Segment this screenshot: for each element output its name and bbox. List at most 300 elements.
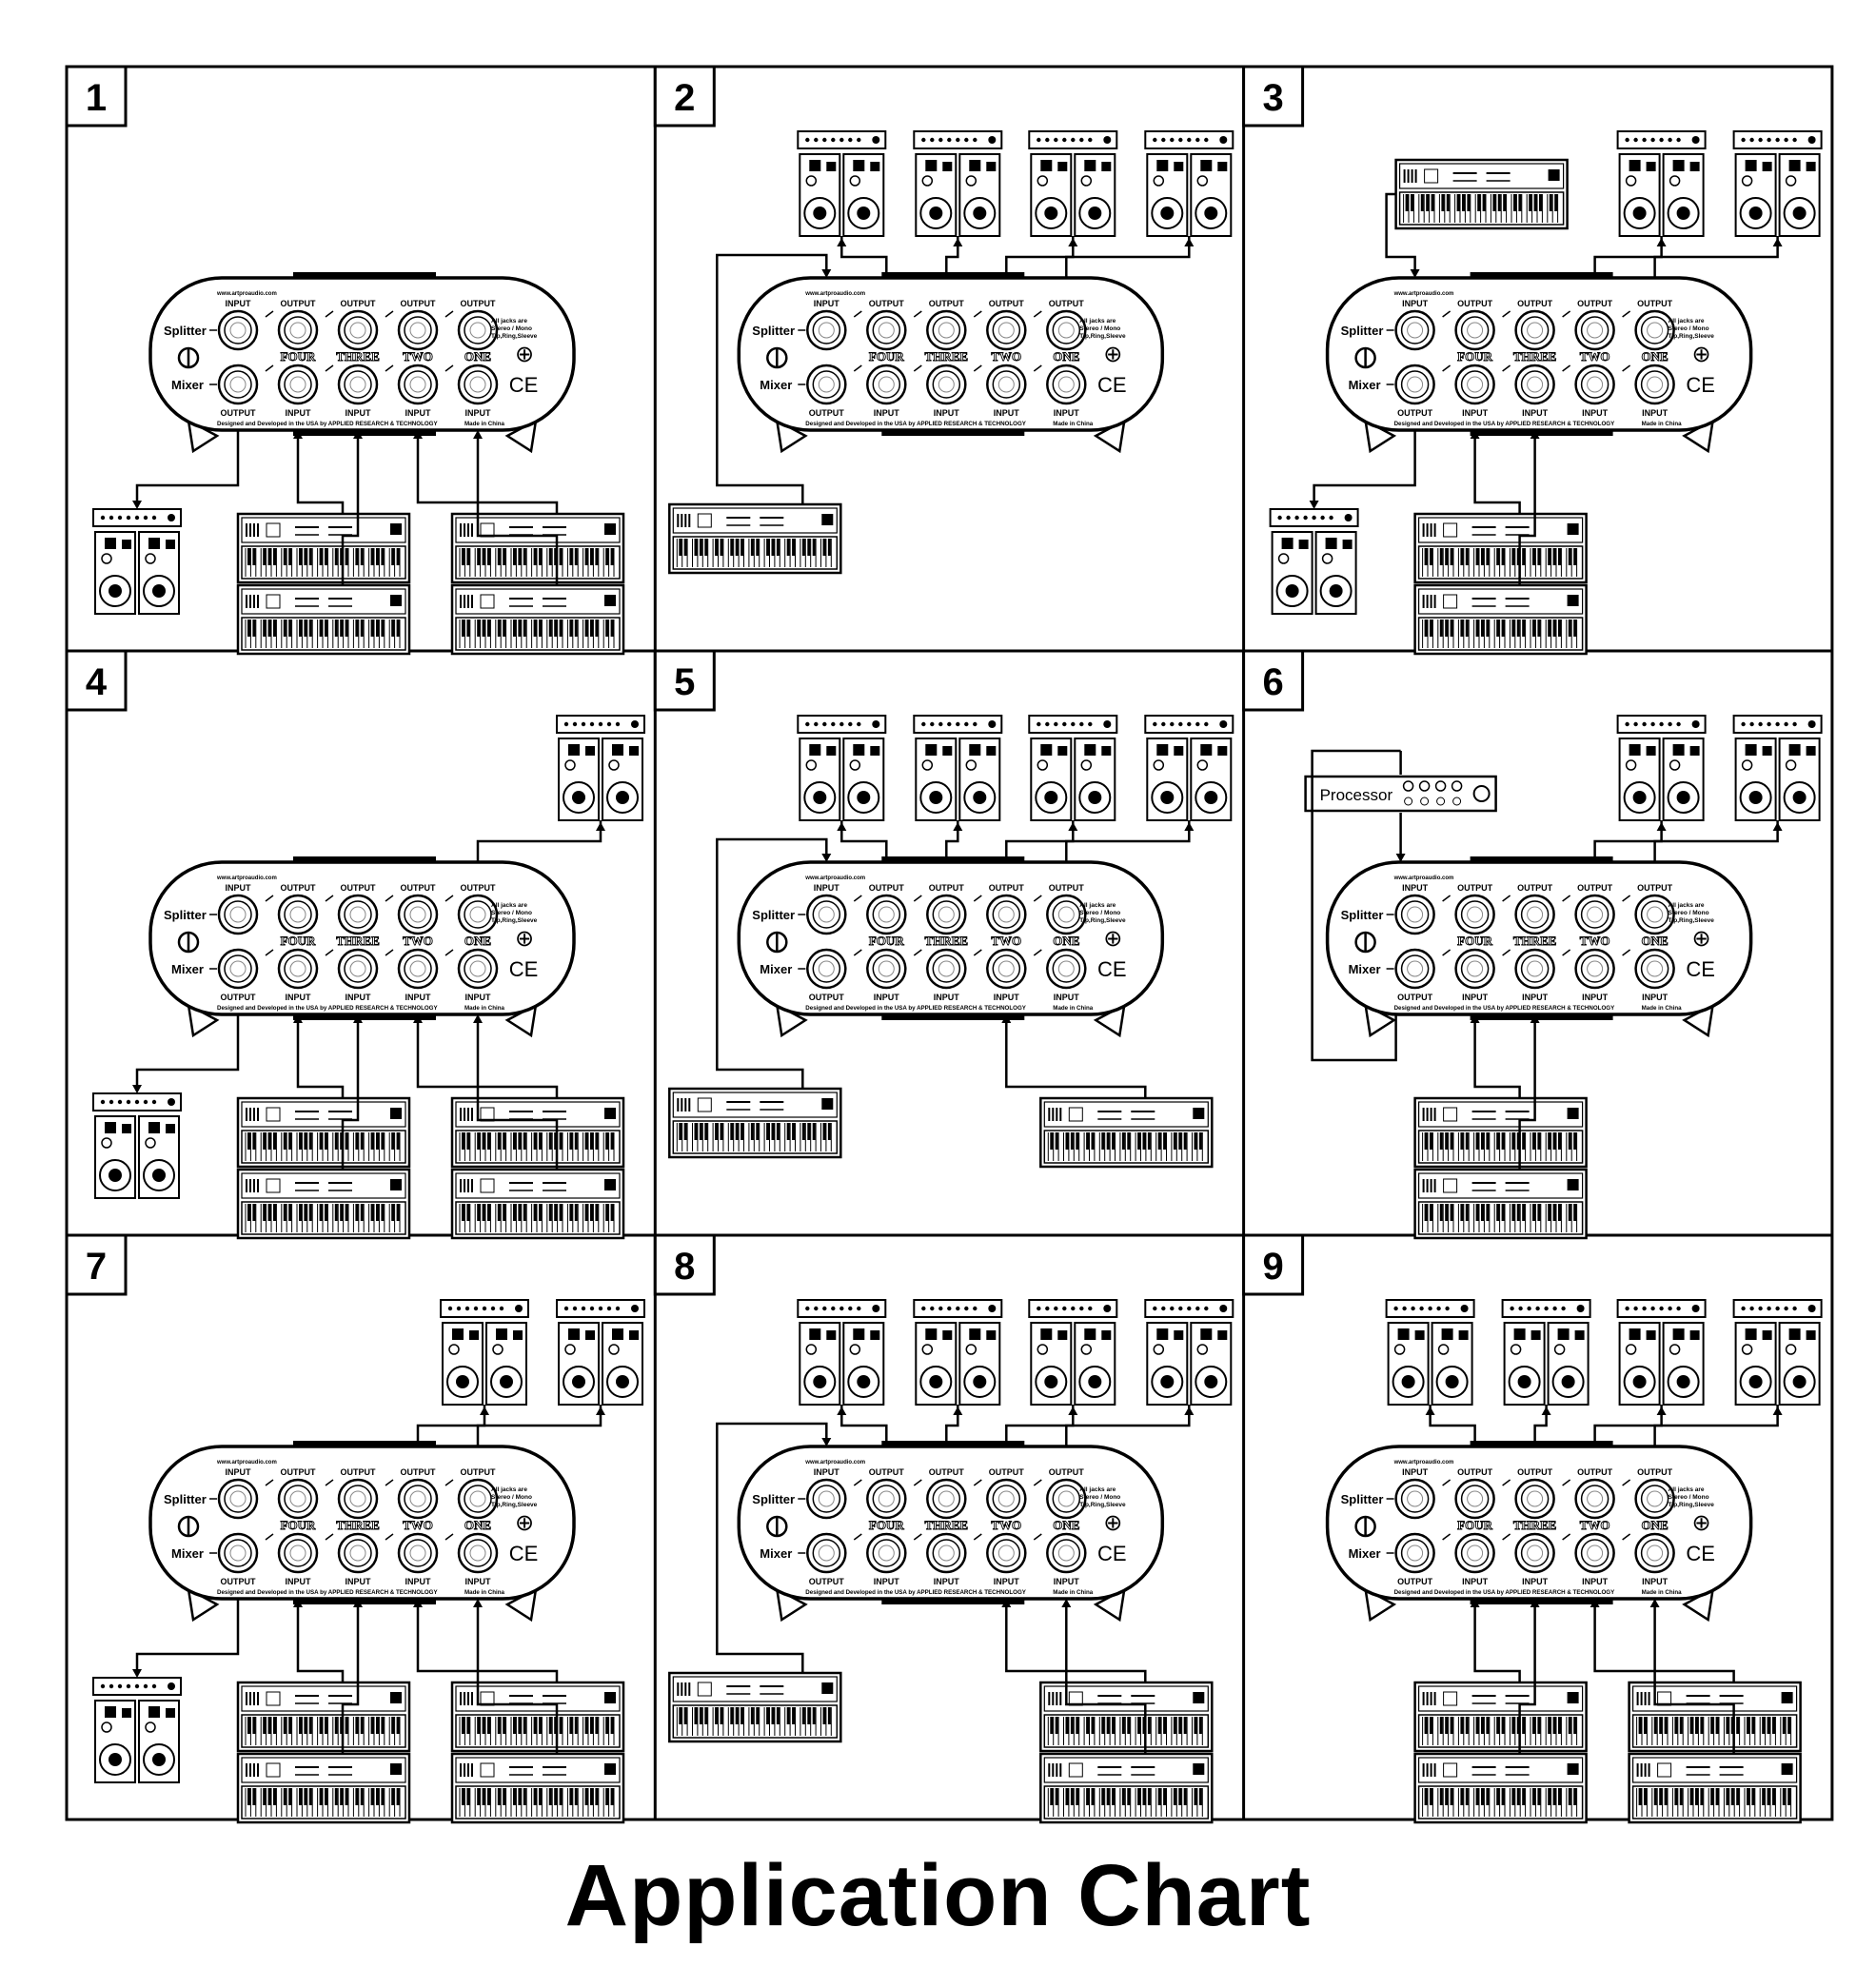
amp-led xyxy=(1161,138,1165,142)
speaker-badge xyxy=(166,1708,175,1718)
keyboard-slider xyxy=(1431,595,1432,608)
woofer-cone xyxy=(1088,1375,1101,1388)
speaker-badge xyxy=(1174,746,1183,756)
black-key xyxy=(560,1788,563,1805)
tweeter-grid xyxy=(1200,160,1212,171)
processor-knob xyxy=(1405,797,1412,805)
black-key xyxy=(304,620,306,637)
woofer-cone xyxy=(1204,207,1217,220)
keyboard xyxy=(1040,1098,1212,1167)
black-key xyxy=(1451,1204,1453,1221)
keyboard xyxy=(452,585,623,654)
tweeter-grid xyxy=(568,1328,580,1340)
amp-led xyxy=(573,1307,577,1310)
speaker-knob xyxy=(922,1345,932,1354)
black-key xyxy=(590,548,593,565)
black-key xyxy=(1539,194,1542,211)
keyboard xyxy=(238,585,409,654)
unit-url: www.artproaudio.com xyxy=(217,1460,277,1466)
tweeter-grid xyxy=(105,538,116,549)
black-key xyxy=(462,548,464,565)
mixer-input-label: INPUT xyxy=(464,1577,491,1586)
amp-led xyxy=(1411,1307,1414,1310)
black-key xyxy=(268,1717,271,1734)
speaker-badge xyxy=(1531,1330,1541,1340)
black-key xyxy=(766,1123,769,1140)
made-in-china: Made in China xyxy=(1641,421,1682,427)
keyboard-slider xyxy=(253,1179,255,1192)
black-key xyxy=(477,1788,480,1805)
keyboard-slider xyxy=(471,595,473,608)
keyboard-slider xyxy=(249,523,251,537)
black-key xyxy=(513,620,516,637)
woofer-cone xyxy=(616,791,629,804)
black-key xyxy=(284,1204,286,1221)
black-key xyxy=(560,1204,563,1221)
tweeter-grid xyxy=(1084,744,1096,756)
keyboard-slider xyxy=(1056,1692,1057,1705)
black-key xyxy=(1163,1717,1166,1734)
amp-led xyxy=(1204,722,1208,726)
black-key xyxy=(721,1123,723,1140)
speaker-badge xyxy=(1763,746,1772,756)
keyboard-slider xyxy=(257,1179,259,1192)
keyboard xyxy=(452,1170,623,1238)
black-key xyxy=(704,1123,707,1140)
splitter-input-label: INPUT xyxy=(813,1467,839,1477)
black-key xyxy=(1066,1788,1069,1805)
speaker-knob xyxy=(966,176,976,186)
speaker-pair xyxy=(1503,1300,1590,1405)
speaker-pair xyxy=(441,1300,528,1405)
ce-mark: CE xyxy=(1686,373,1715,397)
keyboard-slider xyxy=(464,1179,465,1192)
amp-led xyxy=(607,722,611,726)
keyboard-slider xyxy=(1434,1179,1436,1192)
woofer-cone xyxy=(1633,791,1647,804)
black-key xyxy=(1086,1717,1089,1734)
black-key xyxy=(585,1788,588,1805)
black-key xyxy=(1569,1204,1571,1221)
black-key xyxy=(1710,1788,1713,1805)
keyboard-slider xyxy=(1423,1179,1425,1192)
black-key xyxy=(766,1707,769,1724)
black-key xyxy=(534,1788,537,1805)
amp-led xyxy=(1527,1307,1530,1310)
black-key xyxy=(1695,1717,1698,1734)
keyboard-slider xyxy=(253,523,255,537)
woofer-cone xyxy=(973,1375,986,1388)
amp-led xyxy=(1642,722,1646,726)
black-key xyxy=(397,1204,400,1221)
black-key xyxy=(1569,1788,1571,1805)
keyboard xyxy=(1415,1682,1587,1751)
black-key xyxy=(288,548,291,565)
splitter-input-label: INPUT xyxy=(1402,1467,1429,1477)
black-key xyxy=(284,1132,286,1150)
ground-icon-right: ⊕ xyxy=(1691,342,1711,367)
keyboard-slider xyxy=(677,1682,679,1696)
black-key xyxy=(595,620,598,637)
speaker-pair xyxy=(1145,131,1233,236)
woofer-cone xyxy=(152,584,166,598)
speaker-pair xyxy=(798,1300,885,1405)
unit-url: www.artproaudio.com xyxy=(805,1460,866,1466)
black-key xyxy=(813,1123,816,1140)
tweeter-grid xyxy=(1673,160,1685,171)
amp-led xyxy=(1625,138,1629,142)
amp-led xyxy=(135,516,139,520)
splitter-output-label: OUTPUT xyxy=(460,299,496,308)
black-key xyxy=(700,539,702,556)
keyboard-slider xyxy=(677,1098,679,1112)
signal-line xyxy=(137,1014,238,1092)
tweeter-grid xyxy=(969,744,980,756)
splitter-mixer-unit xyxy=(1328,856,1751,1035)
black-key xyxy=(611,1204,614,1221)
black-key xyxy=(695,1707,698,1724)
black-key xyxy=(704,1707,707,1724)
signal-line xyxy=(1655,820,1778,862)
splitter-mixer-unit xyxy=(150,272,574,451)
black-key xyxy=(1747,1717,1749,1734)
signal-line xyxy=(418,1601,557,1682)
speaker-badge xyxy=(513,1330,523,1340)
black-key xyxy=(1511,1132,1514,1150)
black-key xyxy=(1476,1204,1479,1221)
black-key xyxy=(1716,1788,1719,1805)
keyboard-screen xyxy=(1193,1692,1204,1703)
speaker-knob xyxy=(449,1345,459,1354)
amp-led xyxy=(118,1100,122,1104)
keyboard-slider xyxy=(1434,1108,1436,1121)
speaker-badge xyxy=(1217,1330,1227,1340)
keyboard-slider xyxy=(1052,1108,1054,1121)
black-key xyxy=(792,1123,795,1140)
splitter-output-label: OUTPUT xyxy=(988,299,1024,308)
made-in-china: Made in China xyxy=(1053,421,1094,427)
keyboard-slider xyxy=(471,1108,473,1121)
black-key xyxy=(391,1204,394,1221)
keyboard-slider xyxy=(1434,1763,1436,1777)
unit-url: www.artproaudio.com xyxy=(217,291,277,297)
signal-line xyxy=(418,1016,557,1098)
amp-led xyxy=(607,1307,611,1310)
amp-led xyxy=(135,1684,139,1688)
panel-1 xyxy=(67,67,623,654)
speaker-badge xyxy=(166,540,175,549)
speaker-badge xyxy=(122,540,131,549)
black-key xyxy=(1553,1132,1556,1150)
keyboard-screen xyxy=(1568,595,1579,606)
designed-text: Designed and Developed in the USA by APPLIED RESEARCH & TECHNOLOGY xyxy=(217,421,438,427)
keyboard-screen xyxy=(390,1692,402,1703)
tweeter-grid xyxy=(148,1706,160,1718)
speaker-badge xyxy=(585,746,595,756)
black-key xyxy=(1076,1132,1078,1150)
black-key xyxy=(1762,1788,1765,1805)
amp-led xyxy=(1294,516,1298,520)
amp-led xyxy=(599,722,602,726)
black-key xyxy=(284,1788,286,1805)
black-key xyxy=(730,1707,733,1724)
black-key xyxy=(539,1717,542,1734)
black-key xyxy=(1476,1132,1479,1150)
keyboard-slider xyxy=(1434,523,1436,537)
black-key xyxy=(346,1717,348,1734)
amp-led xyxy=(857,138,860,142)
black-key xyxy=(335,1204,338,1221)
speaker-knob xyxy=(1439,1345,1449,1354)
ce-mark: CE xyxy=(508,957,539,981)
black-key xyxy=(335,548,338,565)
speaker-pair xyxy=(93,509,181,614)
black-key xyxy=(1498,194,1501,211)
black-key xyxy=(823,539,826,556)
black-key xyxy=(1143,1132,1146,1150)
black-key xyxy=(1137,1132,1140,1150)
black-key xyxy=(1548,620,1550,637)
mixer-label: Mixer xyxy=(1348,962,1381,976)
black-key xyxy=(1716,1717,1719,1734)
mixer-output-label: OUTPUT xyxy=(220,1577,256,1586)
black-key xyxy=(1066,1717,1069,1734)
amp-led xyxy=(1445,1307,1449,1310)
black-key xyxy=(1674,1788,1677,1805)
designed-text: Designed and Developed in the USA by APPLIED RESEARCH & TECHNOLOGY xyxy=(805,1005,1026,1012)
black-key xyxy=(1466,1132,1469,1150)
black-key xyxy=(1071,1788,1074,1805)
black-key xyxy=(736,1707,739,1724)
keyboard-screen xyxy=(604,1179,616,1190)
channel-label: ONE xyxy=(464,349,492,364)
black-key xyxy=(355,1788,358,1805)
amp-led xyxy=(109,1684,113,1688)
splitter-output-label: OUTPUT xyxy=(400,883,436,893)
splitter-output-label: OUTPUT xyxy=(928,299,964,308)
arrow-head xyxy=(1657,1407,1667,1415)
amp-led xyxy=(1037,138,1040,142)
speaker-knob xyxy=(922,176,932,186)
black-key xyxy=(1107,1132,1110,1150)
amp-power xyxy=(1461,1305,1469,1312)
black-key xyxy=(1481,1204,1484,1221)
mixer-label: Mixer xyxy=(1348,1546,1381,1561)
black-key xyxy=(483,620,485,637)
jacks-note: Stereo / Mono xyxy=(491,1494,532,1501)
made-in-china: Made in China xyxy=(464,1589,504,1596)
black-key xyxy=(1425,1788,1428,1805)
tweeter-grid xyxy=(1282,538,1293,549)
splitter-input-label: INPUT xyxy=(1402,883,1429,893)
woofer-cone xyxy=(1044,791,1057,804)
amp-led xyxy=(1286,516,1290,520)
black-key xyxy=(1086,1132,1089,1150)
black-key xyxy=(523,1132,526,1150)
black-key xyxy=(273,1204,276,1221)
black-key xyxy=(462,1788,464,1805)
black-key xyxy=(1492,194,1495,211)
black-key xyxy=(1513,194,1516,211)
keyboard-slider xyxy=(471,523,473,537)
speaker-knob xyxy=(922,760,932,770)
black-key xyxy=(355,548,358,565)
black-key xyxy=(1460,1204,1463,1221)
black-key xyxy=(1184,1717,1187,1734)
mixer-input-label: INPUT xyxy=(933,408,959,418)
splitter-mixer-unit xyxy=(1328,272,1751,451)
black-key xyxy=(1787,1717,1790,1734)
amp-led xyxy=(448,1307,452,1310)
woofer-cone xyxy=(1088,207,1101,220)
black-key xyxy=(309,1788,312,1805)
tweeter-grid xyxy=(1326,538,1337,549)
speaker-badge xyxy=(1101,162,1111,171)
black-key xyxy=(513,1204,516,1221)
keyboard-slider xyxy=(1431,523,1432,537)
black-key xyxy=(1537,1204,1540,1221)
arrow-head xyxy=(837,822,846,831)
black-key xyxy=(268,1204,271,1221)
amp-power xyxy=(1103,1305,1111,1312)
black-key xyxy=(549,620,552,637)
black-key xyxy=(751,1707,754,1724)
arrow-head xyxy=(1068,1407,1077,1415)
tweeter-grid xyxy=(612,744,623,756)
keyboard xyxy=(1415,1754,1587,1822)
black-key xyxy=(1511,1204,1514,1221)
amp-led xyxy=(805,722,809,726)
black-key xyxy=(1532,1717,1535,1734)
amp-led xyxy=(831,1307,835,1310)
black-key xyxy=(1751,1788,1754,1805)
amp-led xyxy=(1784,722,1787,726)
amp-power xyxy=(1577,1305,1585,1312)
mixer-input-label: INPUT xyxy=(993,408,1019,418)
speaker-badge xyxy=(1807,746,1816,756)
mixer-input-label: INPUT xyxy=(933,993,959,1002)
speaker-pair xyxy=(914,131,1001,236)
tweeter-grid xyxy=(1200,744,1212,756)
black-key xyxy=(828,1707,831,1724)
black-key xyxy=(605,1717,608,1734)
black-key xyxy=(595,1717,598,1734)
amp-led xyxy=(1767,138,1770,142)
keyboard-slider xyxy=(460,1692,462,1705)
splitter-output-label: OUTPUT xyxy=(340,299,376,308)
amp-led xyxy=(956,138,959,142)
splitter-mixer-unit xyxy=(150,1441,574,1620)
black-key xyxy=(1092,1788,1095,1805)
amp-led xyxy=(1088,722,1092,726)
signal-line xyxy=(418,1405,484,1446)
amp-led xyxy=(973,722,977,726)
black-key xyxy=(247,620,250,637)
black-key xyxy=(823,1123,826,1140)
splitter-label: Splitter xyxy=(164,908,207,922)
black-key xyxy=(1511,620,1514,637)
black-key xyxy=(466,620,469,637)
keyboard-slider xyxy=(1427,1179,1429,1192)
black-key xyxy=(273,1717,276,1734)
channel-label: FOUR xyxy=(868,934,904,948)
black-key xyxy=(1518,194,1521,211)
tweeter-grid xyxy=(853,160,864,171)
signal-line xyxy=(1655,236,1778,278)
woofer-cone xyxy=(973,207,986,220)
amp-led xyxy=(1758,722,1762,726)
amp-led xyxy=(848,722,852,726)
black-key xyxy=(1163,1132,1166,1150)
black-key xyxy=(787,1707,790,1724)
black-key xyxy=(1440,1717,1443,1734)
panel-number: 9 xyxy=(1262,1246,1284,1288)
keyboard-slider xyxy=(1423,595,1425,608)
black-key xyxy=(518,1788,521,1805)
black-key xyxy=(503,1717,505,1734)
black-key xyxy=(611,1717,614,1734)
channel-label: THREE xyxy=(336,1518,380,1532)
black-key xyxy=(807,539,810,556)
splitter-label: Splitter xyxy=(752,1492,796,1506)
unit-url: www.artproaudio.com xyxy=(805,875,866,881)
black-key xyxy=(1127,1717,1130,1734)
amp-led xyxy=(101,516,105,520)
mixer-input-label: INPUT xyxy=(1582,1577,1609,1586)
amp-led xyxy=(1062,1307,1066,1310)
black-key xyxy=(1071,1717,1074,1734)
woofer-cone xyxy=(1677,791,1690,804)
black-key xyxy=(466,1132,469,1150)
signal-line xyxy=(841,236,886,278)
amp-power xyxy=(1692,1305,1700,1312)
woofer-cone xyxy=(1204,791,1217,804)
black-key xyxy=(828,539,831,556)
black-key xyxy=(498,1204,501,1221)
amp-led xyxy=(1062,138,1066,142)
mixer-label: Mixer xyxy=(171,378,204,392)
keyboard-slider xyxy=(249,595,251,608)
black-key xyxy=(534,1132,537,1150)
jacks-note: All jacks are xyxy=(1668,902,1705,909)
amp-led xyxy=(1204,138,1208,142)
amp-led xyxy=(152,1684,156,1688)
black-key xyxy=(518,548,521,565)
black-key xyxy=(1695,1788,1698,1805)
amp-led xyxy=(805,1307,809,1310)
black-key xyxy=(1466,548,1469,565)
splitter-output-label: OUTPUT xyxy=(1517,299,1553,308)
designed-text: Designed and Developed in the USA by APPLIED RESEARCH & TECHNOLOGY xyxy=(217,1589,438,1596)
keyboard xyxy=(1415,585,1587,654)
tweeter-grid xyxy=(809,1328,820,1340)
black-key xyxy=(1425,1717,1428,1734)
signal-line xyxy=(1006,1016,1145,1098)
speaker-knob xyxy=(806,1345,816,1354)
amp-led xyxy=(1153,722,1156,726)
black-key xyxy=(376,548,379,565)
black-key xyxy=(679,1707,681,1724)
keyboard-slider xyxy=(1431,1108,1432,1121)
channel-label: FOUR xyxy=(280,934,316,948)
black-key xyxy=(554,620,557,637)
black-key xyxy=(487,1204,490,1221)
arrow-head xyxy=(1068,822,1077,831)
woofer-cone xyxy=(572,1375,585,1388)
black-key xyxy=(751,1123,754,1140)
black-key xyxy=(560,548,563,565)
amp-led xyxy=(964,722,968,726)
